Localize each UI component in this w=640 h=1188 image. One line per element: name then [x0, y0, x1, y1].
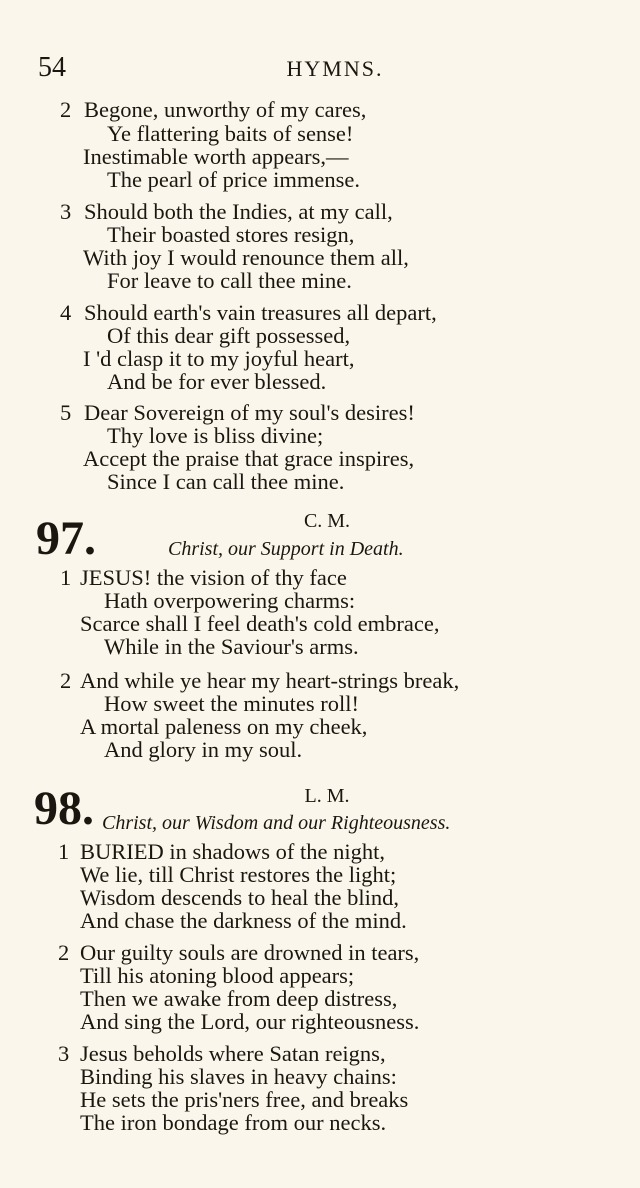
hymn-subtitle: Christ, our Support in Death. — [168, 538, 404, 560]
verse-line: He sets the pris'ners free, and breaks — [80, 1087, 409, 1112]
verse-line: Scarce shall I feel death's cold embrace, — [80, 611, 440, 636]
verse-line: A mortal paleness on my cheek, — [80, 714, 368, 739]
verse-number: 1 — [60, 565, 72, 590]
verse-line: And be for ever blessed. — [107, 369, 327, 394]
verse-line: Ye flattering baits of sense! — [107, 121, 354, 146]
verse-line: How sweet the minutes roll! — [104, 691, 359, 716]
verse-line: Should both the Indies, at my call, — [84, 199, 393, 224]
verse-number: 1 — [58, 839, 70, 864]
verse-line: Inestimable worth appears,— — [83, 144, 349, 169]
verse-line: JESUS! the vision of thy face — [80, 565, 347, 590]
verse-line: Binding his slaves in heavy chains: — [80, 1064, 397, 1089]
hymn-meter: L. M. — [304, 785, 350, 807]
hymn-meter: C. M. — [303, 510, 351, 532]
verse-line: I 'd clasp it to my joyful heart, — [83, 346, 355, 371]
verse-line: Thy love is bliss divine; — [107, 423, 324, 448]
verse-line: Dear Sovereign of my soul's desires! — [84, 400, 415, 425]
verse-line: And chase the darkness of the mind. — [80, 908, 407, 933]
verse-line: Accept the praise that grace inspires, — [83, 446, 415, 471]
hymn-subtitle: Christ, our Wisdom and our Righteousness. — [102, 812, 451, 834]
verse-number: 2 — [60, 668, 72, 693]
page-header — [0, 52, 640, 86]
verse-number: 2 — [60, 97, 72, 122]
verse-line: The iron bondage from our necks. — [80, 1110, 387, 1135]
verse-line: Then we awake from deep distress, — [80, 986, 398, 1011]
verse-line: For leave to call thee mine. — [107, 268, 352, 293]
verse-line: Till his atoning blood appears; — [80, 963, 355, 988]
verse-line: Our guilty souls are drowned in tears, — [80, 940, 420, 965]
verse-line: BURIED in shadows of the night, — [80, 839, 385, 864]
verse-line: While in the Saviour's arms. — [104, 634, 359, 659]
verse-line: And glory in my soul. — [104, 737, 303, 762]
hymn-number: 98. — [34, 782, 94, 835]
verse-line: Should earth's vain treasures all depart, — [84, 300, 437, 325]
verse-line: The pearl of price immense. — [107, 167, 361, 192]
verse-line: With joy I would renounce them all, — [83, 245, 409, 270]
verse-number: 3 — [60, 199, 72, 224]
verse-line: Wisdom descends to heal the blind, — [80, 885, 400, 910]
verse-number: 4 — [60, 300, 72, 325]
verse-line: We lie, till Christ restores the light; — [80, 862, 397, 887]
verse-line: Jesus beholds where Satan reigns, — [80, 1041, 386, 1066]
verse-line: Since I can call thee mine. — [107, 469, 345, 494]
verse-line: Their boasted stores resign, — [107, 222, 355, 247]
page-number: 54 — [38, 52, 66, 83]
verse-line: Begone, unworthy of my cares, — [84, 97, 367, 122]
running-title: HYMNS. — [286, 56, 384, 81]
verse-line: Of this dear gift possessed, — [107, 323, 351, 348]
hymn-number: 97. — [36, 512, 96, 565]
verse-number: 2 — [58, 940, 70, 965]
verse-line: And while ye hear my heart-strings break, — [80, 668, 460, 693]
verse-number: 3 — [58, 1041, 70, 1066]
verse-line: Hath overpowering charms: — [104, 588, 356, 613]
verse-line: And sing the Lord, our righteousness. — [80, 1009, 420, 1034]
verse-number: 5 — [60, 400, 72, 425]
